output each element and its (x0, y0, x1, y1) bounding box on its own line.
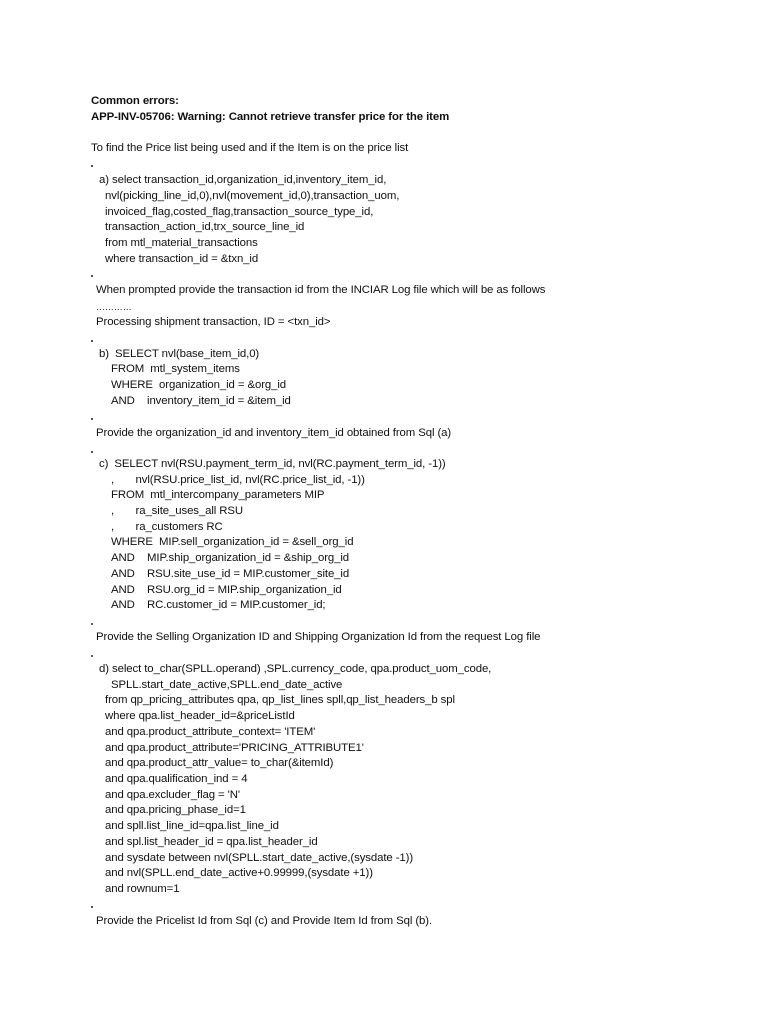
sql-d-line: and sysdate between nvl(SPLL.start_date_active,(sysdate -1)) (105, 852, 414, 864)
sql-c-line: c) SELECT nvl(RSU.payment_term_id, nvl(RC.payment_term_id, -1)) (99, 458, 446, 470)
common-errors-heading: Common errors: (91, 95, 179, 107)
separator-dot (91, 623, 93, 625)
sql-a-line: from mtl_material_transactions (105, 237, 258, 249)
sql-c-line: WHERE MIP.sell_organization_id = &sell_org_id (111, 536, 354, 548)
note-d-text: Provide the Pricelist Id from Sql (c) and Provide Item Id from Sql (b). (96, 915, 433, 927)
sql-c-line: AND RSU.org_id = MIP.ship_organization_id (111, 584, 342, 596)
sql-d-line: and qpa.excluder_flag = 'N' (105, 789, 240, 801)
sql-a-line: nvl(picking_line_id,0),nvl(movement_id,0),transaction_uom, (105, 190, 400, 202)
note-a-processing: Processing shipment transaction, ID = <txn_id> (96, 316, 331, 328)
sql-d-line: from qp_pricing_attributes qpa, qp_list_lines spll,qp_list_headers_b spl (105, 694, 455, 706)
sql-c-line: AND MIP.ship_organization_id = &ship_org_id (111, 552, 350, 564)
sql-c-line: AND RSU.site_use_id = MIP.customer_site_id (111, 568, 350, 580)
sql-d-line: d) select to_char(SPLL.operand) ,SPL.currency_code, qpa.product_uom_code, (99, 663, 492, 675)
sql-d-line: and qpa.qualification_ind = 4 (105, 773, 248, 785)
separator-dot (91, 165, 93, 167)
sql-b-line: WHERE organization_id = &org_id (111, 379, 287, 391)
note-c-text: Provide the Selling Organization ID and Shipping Organization Id from the request Log file (96, 631, 541, 643)
error-code-heading: APP-INV-05706: Warning: Cannot retrieve transfer price for the item (91, 111, 450, 123)
sql-a-line: transaction_action_id,trx_source_line_id (105, 221, 305, 233)
separator-dot (91, 275, 93, 277)
sql-d-line: SPLL.start_date_active,SPLL.end_date_active (111, 679, 343, 691)
note-a-prompt: When prompted provide the transaction id from the INCIAR Log file which will be as follows (96, 284, 546, 296)
sql-d-line: and nvl(SPLL.end_date_active+0.99999,(sysdate +1)) (105, 867, 373, 879)
sql-d-line: and spl.list_header_id = qpa.list_header_id (105, 836, 318, 848)
separator-dot (91, 655, 93, 657)
sql-d-line: and qpa.product_attr_value= to_char(&itemId) (105, 757, 334, 769)
sql-d-line: and rownum=1 (105, 883, 180, 895)
sql-c-line: FROM mtl_intercompany_parameters MIP (111, 489, 325, 501)
sql-d-line: and qpa.product_attribute_context= 'ITEM' (105, 726, 316, 738)
sql-b-line: AND inventory_item_id = &item_id (111, 395, 291, 407)
sql-d-line: and qpa.pricing_phase_id=1 (105, 804, 246, 816)
sql-c-line: , nvl(RSU.price_list_id, nvl(RC.price_list_id, -1)) (111, 474, 365, 486)
note-b-text: Provide the organization_id and inventory_item_id obtained from Sql (a) (96, 427, 452, 439)
sql-a-line: where transaction_id = &txn_id (105, 253, 259, 265)
note-a-ellipsis: ………… (96, 302, 132, 312)
intro-text: To find the Price list being used and if the Item is on the price list (91, 142, 409, 154)
sql-d-line: where qpa.list_header_id=&priceListId (105, 710, 295, 722)
sql-b-line: b) SELECT nvl(base_item_id,0) (99, 348, 260, 360)
sql-a-line: a) select transaction_id,organization_id,inventory_item_id, (99, 174, 387, 186)
sql-b-line: FROM mtl_system_items (111, 363, 240, 375)
sql-c-line: , ra_customers RC (111, 521, 223, 533)
separator-dot (91, 906, 93, 908)
sql-d-line: and spll.list_line_id=qpa.list_line_id (105, 820, 279, 832)
separator-dot (91, 418, 93, 420)
sql-d-line: and qpa.product_attribute='PRICING_ATTRIBUTE1' (105, 742, 364, 754)
sql-c-line: AND RC.customer_id = MIP.customer_id; (111, 599, 326, 611)
sql-a-line: invoiced_flag,costed_flag,transaction_source_type_id, (105, 206, 374, 218)
separator-dot (91, 340, 93, 342)
separator-dot (91, 451, 93, 453)
sql-c-line: , ra_site_uses_all RSU (111, 505, 244, 517)
